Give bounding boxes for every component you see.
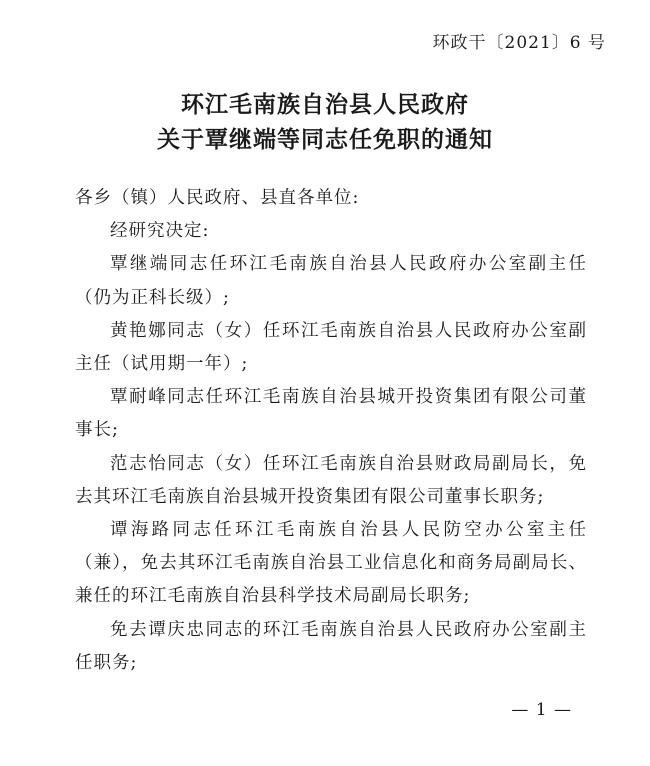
- paragraph: 范志怡同志（女）任环江毛南族自治县财政局副局长，免去其环江毛南族自治县城开投资集团有限公司董事长职务;: [75, 453, 587, 507]
- page-number: — 1 —: [511, 700, 572, 720]
- paragraph: 谭海路同志任环江毛南族自治县人民防空办公室主任（兼），免去其环江毛南族自治县工业信息化和商务局副局长、兼任的环江毛南族自治县科学技术局副局长职务;: [75, 520, 587, 607]
- document-title-line-1: 环江毛南族自治县人民政府: [181, 92, 469, 118]
- paragraph: 黄艳娜同志（女）任环江毛南族自治县人民政府办公室副主任（试用期一年）;: [75, 320, 587, 375]
- paragraph: 免去谭庆忠同志的环江毛南族自治县人民政府办公室副主任职务;: [75, 619, 587, 673]
- paragraph: 经研究决定:: [110, 221, 210, 242]
- paragraph: 覃耐峰同志任环江毛南族自治县城开投资集团有限公司董事长;: [75, 387, 587, 441]
- document-body: [75, 182, 587, 680]
- salutation: 各乡（镇）人民政府、县直各单位:: [75, 188, 360, 208]
- document-number: 环政干〔2021〕6 号: [432, 33, 606, 53]
- paragraph: 覃继端同志任环江毛南族自治县人民政府办公室副主任（仍为正科长级）;: [75, 254, 587, 308]
- document-title-line-2: 关于覃继端等同志任免职的通知: [157, 127, 493, 153]
